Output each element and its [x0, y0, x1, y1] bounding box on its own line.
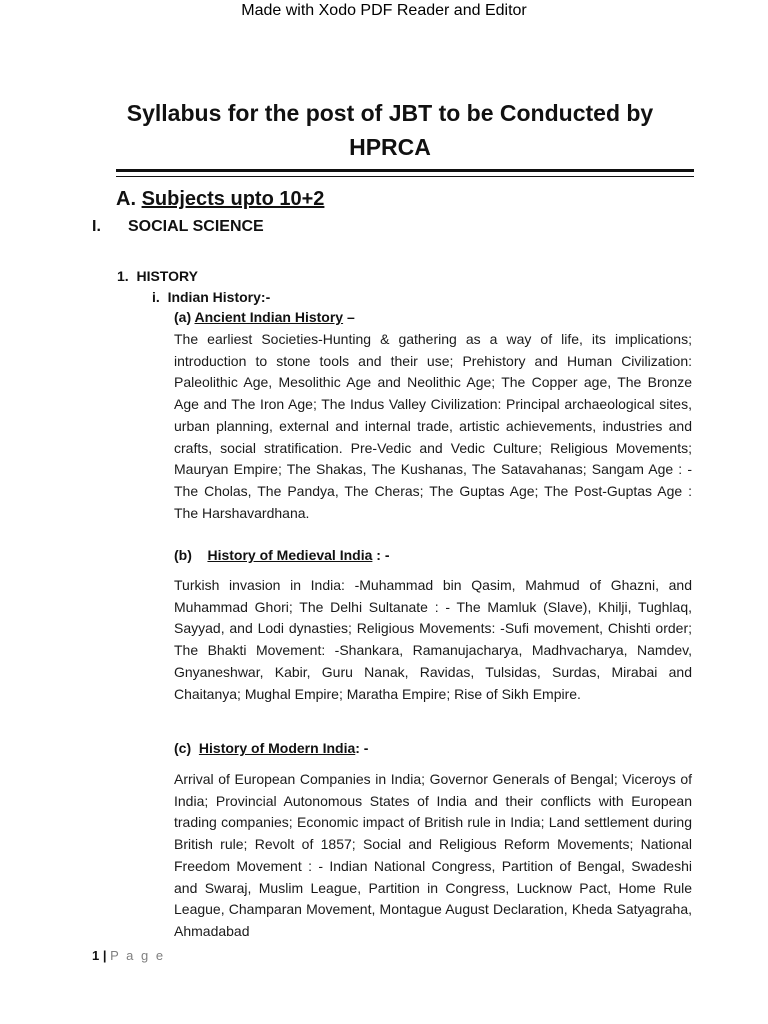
page-footer	[92, 948, 165, 963]
modern-heading	[174, 740, 368, 756]
history-name: HISTORY	[136, 268, 198, 284]
modern-label: (c)	[174, 740, 192, 756]
medieval-heading	[174, 547, 390, 563]
ancient-body: The earliest Societies-Hunting & gathering as a way of life, its implications; introduction to stone tools and their use; Prehistory and Human Civilization: Paleolithic Age, Mesolithic Age and Neolithic Age; The Copper age, The Bronze Age and The Iron Age; The Indus Valley Civilization: Principal archaeological sites, urban planning, external and internal trade, artistic achievements, industries and crafts, social stratification. Pre-Vedic and Vedic Culture; Religious Movements; Mauryan Empire; The Shakas, The Kushanas, The Satavahanas; Sangam Age : - The Cholas, The Pandya, The Cheras; The Guptas Age; The Post-Guptas Age : The Harshavardhana.	[174, 331, 692, 521]
history-heading	[117, 268, 198, 284]
ancient-suffix: –	[346, 309, 355, 325]
modern-body: Arrival of European Companies in India; Governor Generals of Bengal; Viceroys of India; Provincial Autonomous States of India and their conflicts with European trading companies; Economic impact of British rule in India; Land settlement during British rule; Revolt of 1857; Social and Religious Reform Movements; National Freedom Movement : - Indian National Congress, Partition of Bengal, Swadeshi and Swaraj, Muslim League, Partition in Congress, Lucknow Pact, Home Rule League, Champaran Movement, Montague August Declaration, Kheda Satyagraha, Ahmadabad	[174, 771, 692, 939]
modern-suffix: : -	[355, 740, 369, 756]
medieval-label: (b)	[174, 547, 192, 563]
indian-history-heading	[152, 289, 270, 305]
subject-numeral: I.	[92, 218, 101, 235]
title-line-1: Syllabus for the post of JBT to be Conducted by	[126, 100, 654, 126]
title-divider	[116, 169, 694, 177]
watermark-text: Made with Xodo PDF Reader and Editor	[241, 2, 527, 19]
history-number: 1.	[117, 268, 129, 284]
ancient-label: (a)	[174, 309, 192, 325]
ancient-heading	[174, 309, 355, 325]
subject-heading: SOCIAL SCIENCE	[128, 218, 264, 235]
medieval-body: Turkish invasion in India: -Muhammad bin Qasim, Mahmud of Ghazni, and Muhammad Ghori; The Delhi Sultanate : - The Mamluk (Slave), Khilji, Tughlaq, Sayyad, and Lodi dynasties; Religious Movements: -Sufi movement, Chishti order; The Bhakti Movement: -Shankara, Ramanujacharya, Madhvacharya, Namdev, Gnyaneshwar, Kabir, Guru Nanak, Ravidas, Tulsidas, Surdas, Mirabai and Chaitanya; Mughal Empire; Maratha Empire; Rise of Sikh Empire.	[174, 577, 692, 702]
page-number: 1	[92, 948, 100, 963]
medieval-suffix: : -	[376, 547, 390, 563]
section-heading-a	[116, 188, 324, 211]
indian-history-numeral: i.	[152, 289, 160, 305]
page-separator: |	[102, 948, 107, 963]
modern-title: History of Modern India	[198, 740, 356, 756]
section-title: Subjects upto 10+2	[141, 188, 325, 210]
ancient-title: Ancient Indian History	[194, 309, 344, 325]
document-title	[60, 96, 720, 164]
page-label: P a g e	[110, 948, 166, 963]
medieval-title: History of Medieval India	[207, 547, 373, 563]
indian-history-name: Indian History:-	[167, 289, 271, 305]
title-line-2: HPRCA	[349, 134, 431, 160]
section-letter: A.	[116, 188, 136, 210]
